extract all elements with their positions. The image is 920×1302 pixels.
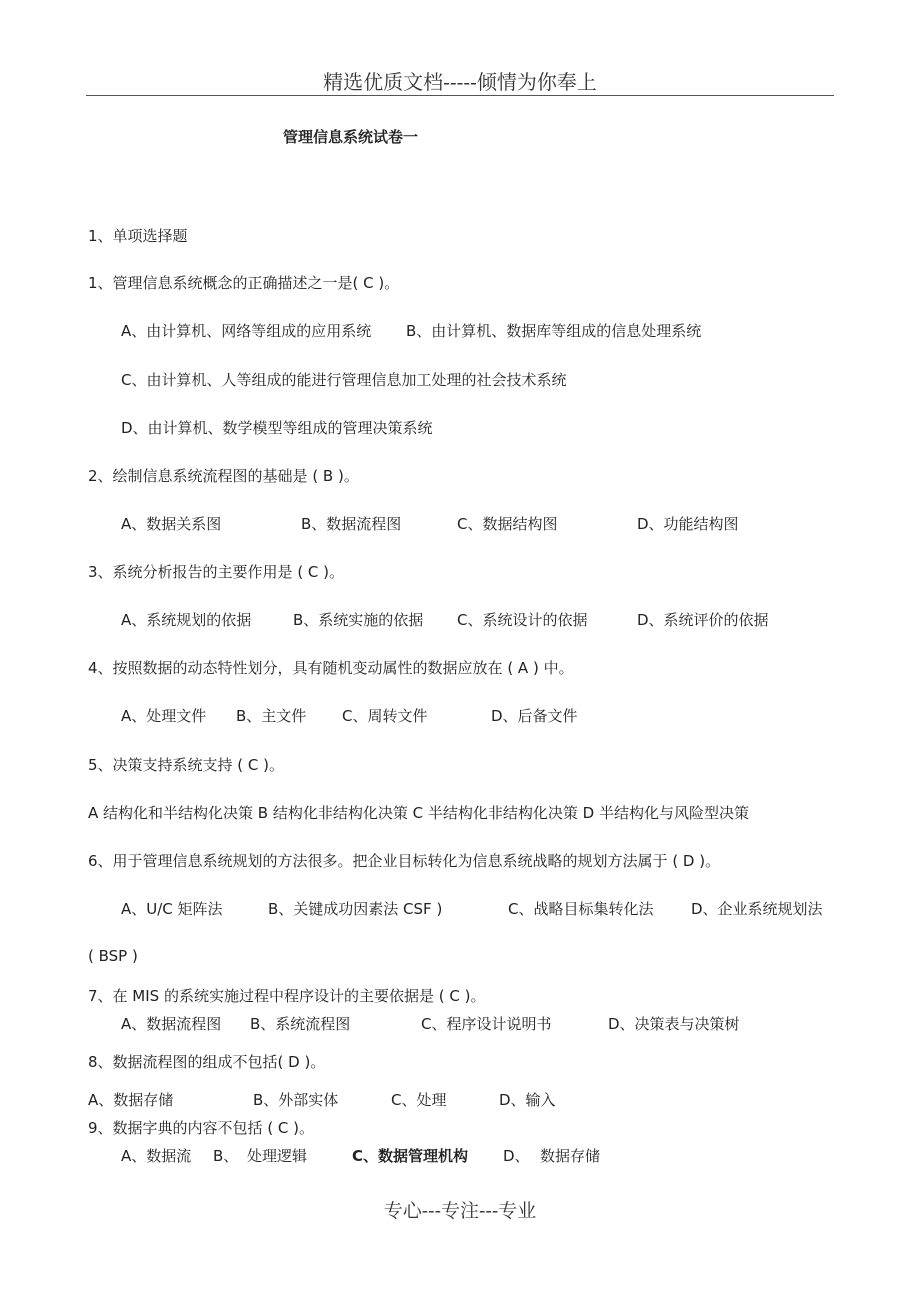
- option-text: ( BSP ): [88, 947, 138, 965]
- option-text: A、数据流程图: [121, 1015, 222, 1033]
- option-text: C、系统设计的依据: [457, 611, 588, 629]
- option-text: A 结构化和半结构化决策 B 结构化非结构化决策 C 半结构化非结构化决策 D 半结构化与风险型决策: [88, 804, 749, 822]
- page-footer: 专心---专注---专业: [383, 1200, 537, 1222]
- option-text: B、: [213, 1147, 239, 1165]
- option-text: 数据存储: [540, 1147, 601, 1165]
- option-text: C、数据结构图: [457, 515, 558, 533]
- option-text: A、数据存储: [88, 1091, 174, 1109]
- option-text: C、数据管理机构: [352, 1147, 469, 1165]
- option-text: 处理逻辑: [247, 1147, 308, 1165]
- option-text: B、数据流程图: [301, 515, 402, 533]
- question-stem: 8、数据流程图的组成不包括( D )。: [88, 1053, 326, 1071]
- option-text: A、由计算机、网络等组成的应用系统: [121, 322, 372, 340]
- option-text: B、外部实体: [253, 1091, 339, 1109]
- page-header: 精选优质文档-----倾情为你奉上: [323, 70, 597, 94]
- option-text: A、数据关系图: [121, 515, 222, 533]
- option-text: C、程序设计说明书: [421, 1015, 552, 1033]
- option-text: D、输入: [499, 1091, 556, 1109]
- option-text: C、战略目标集转化法: [508, 900, 654, 918]
- option-text: C、处理: [391, 1091, 447, 1109]
- option-text: B、主文件: [236, 707, 307, 725]
- option-text: A、处理文件: [121, 707, 207, 725]
- question-stem: 3、系统分析报告的主要作用是 ( C )。: [88, 563, 345, 581]
- option-text: D、功能结构图: [637, 515, 739, 533]
- option-text: A、U/C 矩阵法: [121, 900, 223, 918]
- option-text: C、周转文件: [342, 707, 428, 725]
- question-stem: 6、用于管理信息系统规划的方法很多。把企业目标转化为信息系统战略的规划方法属于 ( D )。: [88, 852, 721, 870]
- question-stem: 4、按照数据的动态特性划分，具有随机变动属性的数据应放在 ( A ) 中。: [88, 659, 574, 677]
- question-stem: 7、在 MIS 的系统实施过程中程序设计的主要依据是 ( C )。: [88, 987, 486, 1005]
- option-text: D、企业系统规划法: [691, 900, 823, 918]
- option-text: D、: [503, 1147, 530, 1165]
- section-heading: 1、单项选择题: [88, 227, 188, 245]
- question-stem: 9、数据字典的内容不包括 ( C )。: [88, 1119, 315, 1137]
- option-text: D、后备文件: [491, 707, 578, 725]
- option-text: B、系统实施的依据: [293, 611, 424, 629]
- option-text: D、由计算机、数学模型等组成的管理决策系统: [121, 419, 433, 437]
- header-divider: [86, 95, 834, 96]
- document-title: 管理信息系统试卷一: [283, 128, 419, 146]
- option-text: C、由计算机、人等组成的能进行管理信息加工处理的社会技术系统: [121, 371, 567, 389]
- option-text: D、决策表与决策树: [608, 1015, 740, 1033]
- option-text: B、由计算机、数据库等组成的信息处理系统: [406, 322, 702, 340]
- option-text: B、系统流程图: [250, 1015, 351, 1033]
- question-stem: 5、决策支持系统支持 ( C )。: [88, 756, 285, 774]
- option-text: A、系统规划的依据: [121, 611, 252, 629]
- question-stem: 1、管理信息系统概念的正确描述之一是( C )。: [88, 274, 400, 292]
- option-text: A、数据流: [121, 1147, 192, 1165]
- question-stem: 2、绘制信息系统流程图的基础是 ( B )。: [88, 467, 359, 485]
- option-text: D、系统评价的依据: [637, 611, 769, 629]
- option-text: B、关键成功因素法 CSF ): [268, 900, 443, 918]
